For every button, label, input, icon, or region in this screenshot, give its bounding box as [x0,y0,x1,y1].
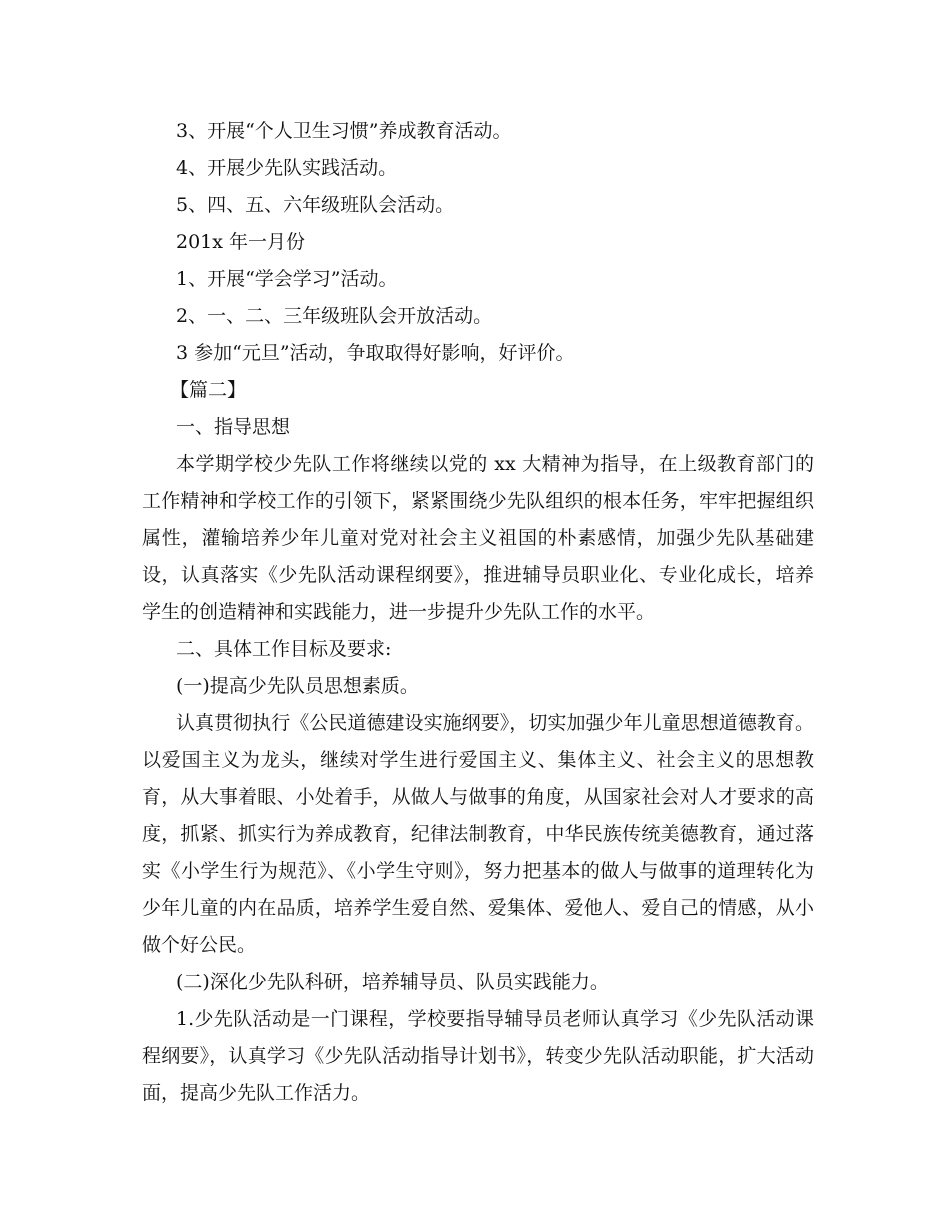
list-item: 3 参加“元旦”活动，争取取得好影响，好评价。 [176,342,575,364]
section-heading: 【篇二】 [170,379,247,401]
month-heading: 201x 年一月份 [176,231,306,253]
list-item: 2、一、二、三年级班队会开放活动。 [176,305,493,327]
subheading-ideology-quality: (一)提高少先队员思想素质。 [176,675,419,697]
list-item: 1、开展“学会学习”活动。 [176,268,398,290]
paragraph-activity-course: 1.少先队活动是一门课程，学校要指导辅导员老师认真学习《少先队活动课程纲要》，认真学习《少先队活动指导计划书》，转变少先队活动职能，扩大活动面，提高少先队工作活力。 [142,1008,814,1104]
document-body [142,113,814,1112]
paragraph-moral-education: 认真贯彻执行《公民道德建设实施纲要》，切实加强少年儿童思想道德教育。以爱国主义为龙头，继续对学生进行爱国主义、集体主义、社会主义的思想教育，从大事着眼、小处着手，从做人与做事的角度，从国家社会对人才要求的高度，抓紧、抓实行为养成教育，纪律法制教育，中华民族传统美德教育，通过落实《小学生行为规范》、《小学生守则》，努力把基本的做人与做事的道理转化为少年儿童的内在品质，培养学生爱自然、爱集体、爱他人、爱自己的情感，从小做个好公民。 [142,712,814,956]
list-item: 4、开展少先队实践活动。 [176,157,398,179]
list-item: 5、四、五、六年级班队会活动。 [176,194,455,216]
list-item: 3、开展“个人卫生习惯”养成教育活动。 [176,120,512,142]
paragraph-guiding-ideology: 本学期学校少先队工作将继续以党的 xx 大精神为指导，在上级教育部门的工作精神和学校工作的引领下，紧紧围绕少先队组织的根本任务，牢牢把握组织属性，灌输培养少年儿童对党对社会主义祖国的朴素感情，加强少先队基础建设，认真落实《少先队活动课程纲要》，推进辅导员职业化、专业化成长，培养学生的创造精神和实践能力，进一步提升少先队工作的水平。 [142,453,814,623]
heading-guiding-ideology: 一、指导思想 [176,416,291,438]
heading-work-goals: 二、具体工作目标及要求: [176,638,392,660]
subheading-research-practice: (二)深化少先队科研，培养辅导员、队员实践能力。 [176,971,609,993]
